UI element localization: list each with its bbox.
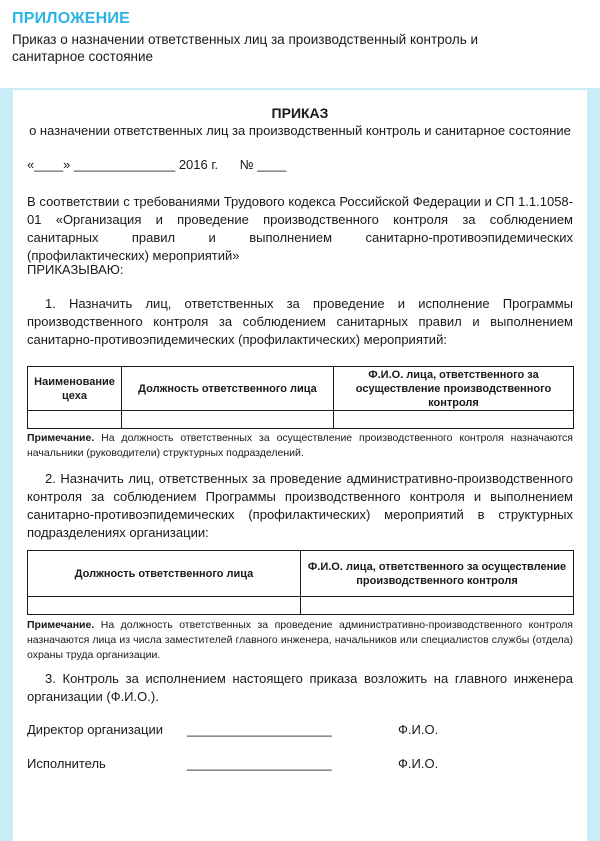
note-2 — [27, 618, 573, 663]
signature-line-director: ____________________ — [187, 722, 332, 737]
note-1-label: Примечание. — [27, 432, 95, 444]
note-1-text: На должность ответственных за осуществление производственного контроля назначаются начальники (руководители) структурных подразделений. — [27, 432, 573, 459]
table2-header-position: Должность ответственного лица — [28, 551, 301, 597]
table2-empty-row — [28, 597, 574, 615]
order-document — [13, 90, 587, 841]
table2-header-fio: Ф.И.О. лица, ответственного за осуществление производственного контроля — [301, 551, 574, 597]
document-subtitle: о назначении ответственных лиц за производственный контроль и санитарное состояние — [29, 123, 571, 138]
order-word: ПРИКАЗЫВАЮ: — [27, 262, 124, 277]
order-item-2: 2. Назначить лиц, ответственных за проведение административно-производственного контроля за соблюдением Программы производственного контроля и выполнением санитарно-противоэпидемических (профилактических) мероприятий в структурных подразделениях организации: — [27, 471, 573, 540]
note-2-text: На должность ответственных за проведение административно-производственного контроля назначаются лица из числа заместителей главного инженера, начальников или специалистов службы (отдела) охраны труда организации. — [27, 619, 573, 661]
document-title: ПРИКАЗ — [271, 105, 329, 121]
order-item-1: 1. Назначить лиц, ответственных за проведение и исполнение Программы производственного контроля за соблюдением санитарных правил и выполнением санитарно-противоэпидемических (профилактических) мероприятий: — [27, 296, 573, 347]
order-item-3: 3. Контроль за исполнением настоящего приказа возложить на главного инженера организации (Ф.И.О.). — [27, 671, 573, 704]
note-1 — [27, 431, 573, 461]
appendix-label: ПРИЛОЖЕНИЕ — [12, 10, 130, 27]
signature-role-executor: Исполнитель — [27, 756, 106, 771]
table1-header-fio: Ф.И.О. лица, ответственного за осуществление производственного контроля — [334, 367, 574, 411]
responsible-table-2 — [27, 550, 574, 615]
responsible-table-1 — [27, 366, 574, 429]
signature-line-executor: ____________________ — [187, 756, 332, 771]
table1-header-position: Должность ответственного лица — [122, 367, 334, 411]
table1-header-workshop: Наименование цеха — [28, 367, 122, 411]
intro-paragraph: В соответствии с требованиями Трудового кодекса Российской Федерации и СП 1.1.1058-01 «Организация и проведение производственного контроля за соблюдением санитарных правил и выполнением санитарно-противоэпидемических (профилактических) мероприятий» — [27, 194, 573, 263]
signature-name-executor: Ф.И.О. — [398, 756, 439, 771]
table1-empty-row — [28, 411, 574, 429]
signature-name-director: Ф.И.О. — [398, 722, 439, 737]
note-2-label: Примечание. — [27, 619, 95, 631]
appendix-description: Приказ о назначении ответственных лиц за производственный контроль и санитарное состояние — [12, 32, 479, 64]
date-number-line: «____» ______________ 2016 г. № ____ — [27, 157, 287, 172]
page-header — [0, 0, 600, 88]
signature-role-director: Директор организации — [27, 722, 163, 737]
